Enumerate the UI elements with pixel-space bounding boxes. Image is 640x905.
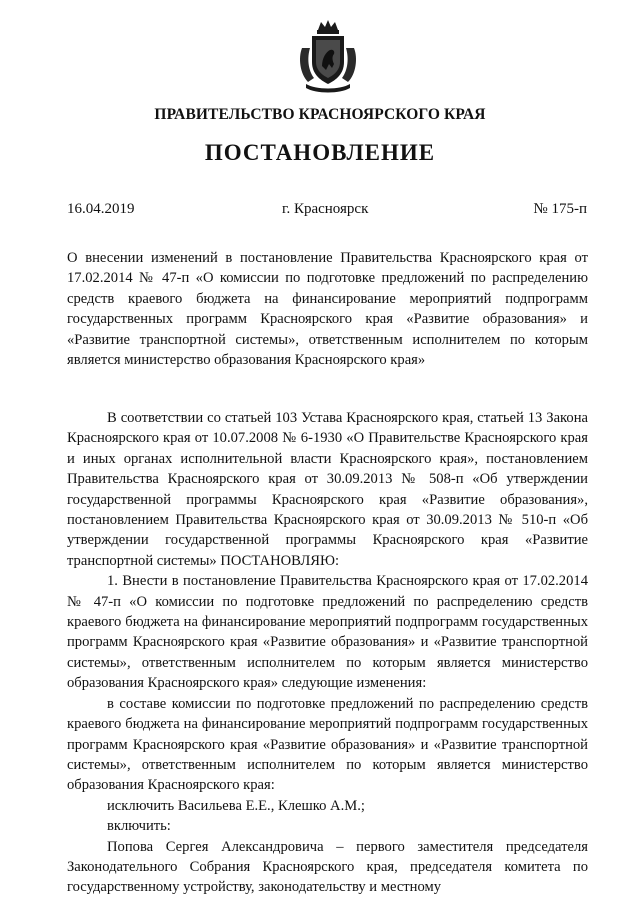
document-number: № 175-п [533, 201, 587, 217]
document-body [67, 408, 588, 898]
preamble-paragraph: В соответствии со статьей 103 Устава Красноярского края, статьей 13 Закона Красноярского края от 10.07.2008 № 6-1930 «О Правительстве Красноярского края и иных органах исполнительной власти Красноярского края», постановлением Правительства Красноярского края от 30.09.2013 № 508-п «Об утверждении государственной программы Красноярского края «Развитие образования», постановлением Правительства Красноярского края от 30.09.2013 № 510-п «Об утверждении государственной программы Красноярского края «Развитие транспортной системы» ПОСТАНОВЛЯЮ: [67, 410, 588, 569]
composition-paragraph: в составе комиссии по подготовке предложений по распределению средств краевого бюджета на финансирование мероприятий подпрограмм государственных программ Красноярского края «Развитие образования» и «Развитие транспортной системы», ответственным исполнителем по которым является министерство образования Красноярского края: [67, 695, 588, 794]
document-subject: О внесении изменений в постановление Правительства Красноярского края от 17.02.2014 № 47-п «О комиссии по подготовке предложений по распределению средств краевого бюджета на финансирование мероприятий подпрограмм государственных программ Красноярского края «Развитие образования» и «Развитие транспортной системы», ответственным исполнителем по которым является министерство образования Красноярского края» [67, 250, 588, 369]
document-city: г. Красноярск [282, 201, 369, 217]
document-meta [67, 201, 587, 221]
government-name: ПРАВИТЕЛЬСТВО КРАСНОЯРСКОГО КРАЯ [154, 106, 486, 123]
item-1-paragraph: 1. Внести в постановление Правительства Красноярского края от 17.02.2014 № 47-п «О комиссии по подготовке предложений по распределению средств краевого бюджета на финансирование мероприятий подпрограмм государственных программ Красноярского края «Развитие образования» и «Развитие транспортной системы», ответственным исполнителем по которым является министерство образования Красноярского края» следующие изменения: [67, 573, 588, 692]
coat-of-arms-icon [296, 18, 360, 94]
popov-paragraph: Попова Сергея Александровича – первого заместителя председателя Законодательного Собрания Красноярского края, председателя комитета по государственному устройству, законодательству и местному [67, 838, 588, 896]
document-date: 16.04.2019 [67, 201, 135, 217]
document-title: ПОСТАНОВЛЕНИЕ [204, 140, 436, 165]
exclude-paragraph: исключить Васильева Е.Е., Клешко А.М.; [107, 797, 365, 814]
include-paragraph: включить: [107, 818, 171, 835]
